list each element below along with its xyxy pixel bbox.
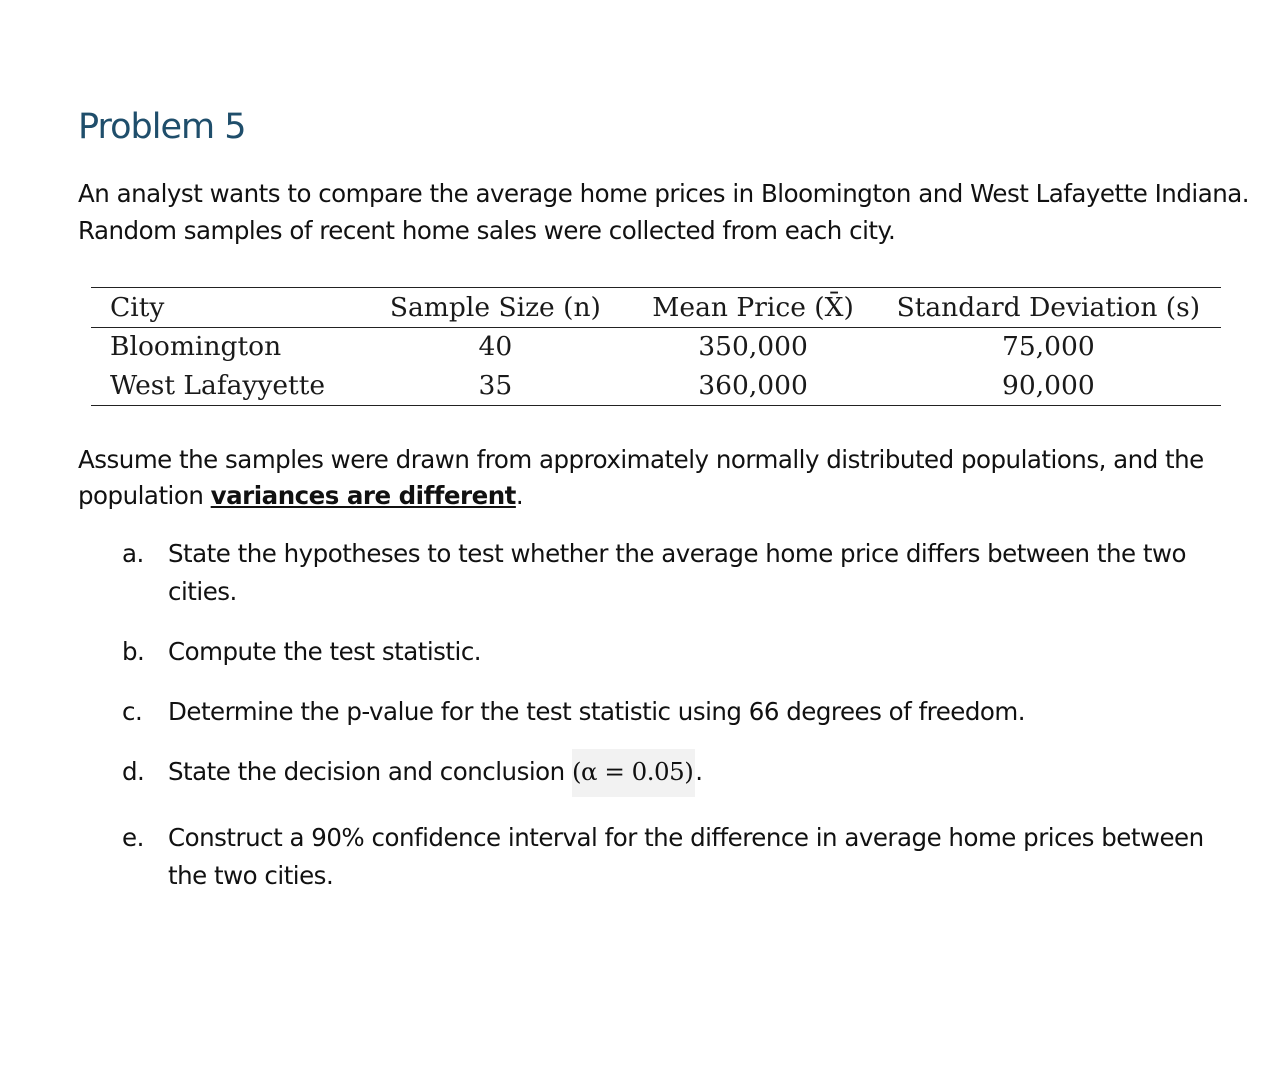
cell-std-dev: 90,000 xyxy=(1001,369,1095,401)
cell-city: Bloomington xyxy=(110,331,282,363)
assumption-text: Assume the samples were drawn from approximately normally distributed populations, and the population xyxy=(78,445,1204,510)
question-marker: e. xyxy=(122,823,144,852)
cell-mean-price: 350,000 xyxy=(698,331,808,363)
assumption-end: . xyxy=(515,481,524,510)
question-text: State the decision and conclusion xyxy=(168,757,572,786)
question-marker: a. xyxy=(122,539,144,568)
header-mean-price: Mean Price (X̄) xyxy=(652,291,854,323)
table-row xyxy=(91,366,1221,405)
cell-mean-price: 360,000 xyxy=(698,369,808,401)
cell-std-dev: 75,000 xyxy=(1001,331,1095,363)
question-item-c xyxy=(122,693,1232,731)
assumption-emphasis: variances are different xyxy=(210,481,516,510)
question-marker: c. xyxy=(122,697,143,726)
cell-sample-size: 35 xyxy=(478,369,513,401)
table-header-row xyxy=(91,288,1221,328)
question-item-a xyxy=(122,535,1232,611)
question-item-e xyxy=(122,819,1232,895)
question-tail: . xyxy=(695,757,703,786)
data-table xyxy=(91,287,1221,406)
header-sample-size: Sample Size (n) xyxy=(389,291,601,323)
question-text: Compute the test statistic. xyxy=(168,637,482,666)
header-city: City xyxy=(110,291,165,323)
table-row xyxy=(91,327,1221,366)
alpha-expression: (α = 0.05) xyxy=(572,749,695,797)
question-text: State the hypotheses to test whether the average home price differs between the two cities. xyxy=(168,539,1186,606)
cell-sample-size: 40 xyxy=(478,331,513,363)
question-marker: b. xyxy=(122,637,145,666)
question-marker: d. xyxy=(122,757,145,786)
question-text: Construct a 90% confidence interval for the difference in average home prices between the two cities. xyxy=(168,823,1204,890)
question-text: Determine the p-value for the test statistic using 66 degrees of freedom. xyxy=(168,697,1026,726)
question-item-d xyxy=(122,753,1232,797)
assumption-paragraph xyxy=(78,442,1268,514)
intro-paragraph: An analyst wants to compare the average home prices in Bloomington and West Lafayette Indiana. Random samples of recent home sales were collected from each city. xyxy=(78,179,1250,245)
problem-title: Problem 5 xyxy=(78,107,246,147)
header-std-dev: Standard Deviation (s) xyxy=(896,291,1201,323)
cell-city: West Lafayyette xyxy=(110,369,326,401)
question-item-b xyxy=(122,633,1232,671)
question-list xyxy=(122,535,1232,917)
